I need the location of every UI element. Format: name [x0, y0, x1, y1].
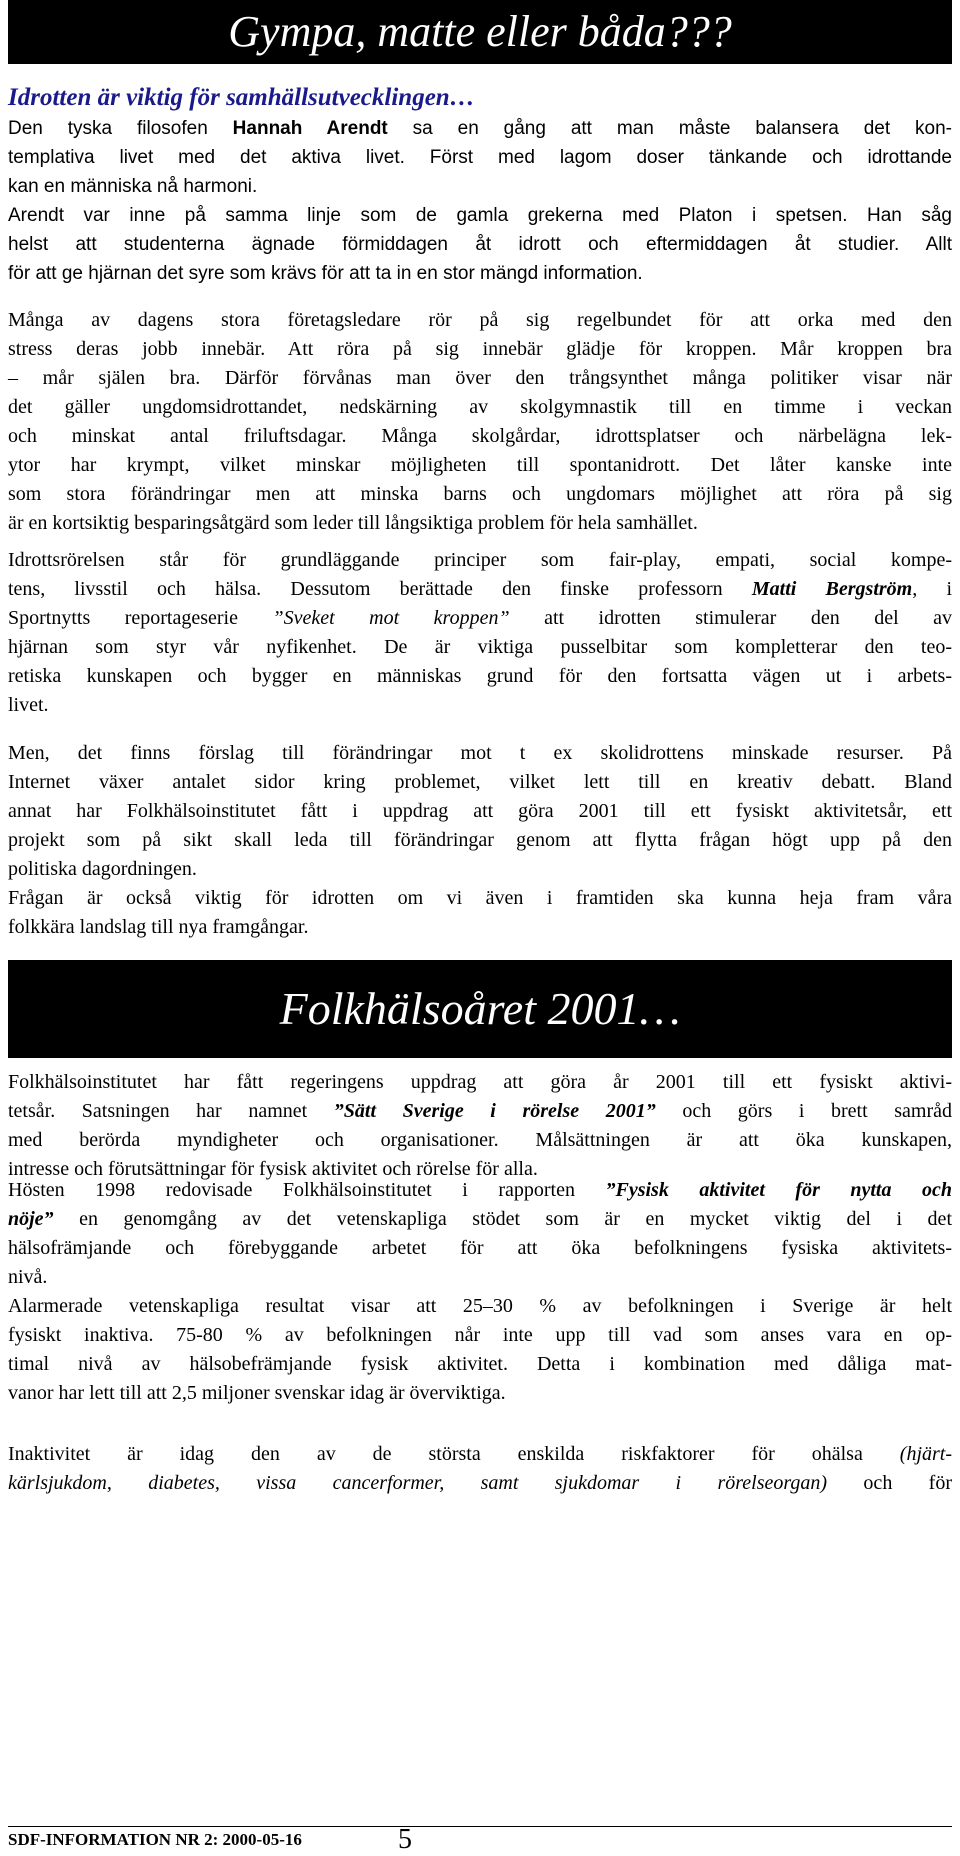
text-line: templativa livet med det aktiva livet. Först med lagom doser tänkande och idrottande — [8, 147, 952, 168]
section-title: Folkhälsoåret 2001… — [8, 960, 952, 1058]
text-line: Arendt var inne på samma linje som de gamla grekerna med Platon i spetsen. Han såg — [8, 205, 952, 226]
text-line: stress deras jobb innebär. Att röra på sig innebär glädje för kroppen. Mår kroppen bra — [8, 338, 952, 360]
text-line: Internet växer antalet sidor kring problemet, vilket lett till en kreativ debatt. Bland — [8, 771, 952, 793]
text-span: en genomgång av det vetenskapliga stödet som är en mycket viktig del i det — [53, 1208, 952, 1230]
paragraph-5 — [8, 1068, 952, 1184]
text-span: att idrotten stimulerar den del av — [509, 607, 952, 629]
text-line — [8, 1205, 952, 1234]
page-title: Gympa, matte eller båda??? — [8, 0, 952, 64]
paragraph-7 — [8, 1440, 952, 1498]
text-line — [8, 604, 952, 633]
text-span: och för — [827, 1472, 952, 1494]
text-line: – mår själen bra. Därför förvånas man över den trångsynthet många politiker visar när — [8, 367, 952, 389]
text-line: vanor har lett till att 2,5 miljoner svenskar idag är överviktiga. — [8, 1382, 506, 1404]
professor-name: Matti Bergström — [751, 578, 913, 600]
text-span: Den tyska filosofen — [8, 118, 233, 139]
paragraph-4 — [8, 739, 952, 942]
text-span: tetsår. Satsningen har namnet — [8, 1100, 334, 1122]
text-line: och minskat antal friluftsdagar. Många skolgårdar, idrottsplatser och närbelägna lek- — [8, 425, 952, 447]
text-line: Men, det finns förslag till förändringar mot t ex skolidrottens minskade resurser. På — [8, 742, 952, 764]
text-line: annat har Folkhälsoinstitutet fått i uppdrag att göra 2001 till ett fysiskt aktivitetsår, ett — [8, 800, 952, 822]
report-title: ”Fysisk aktivitet för nytta och — [605, 1179, 953, 1201]
footer-publication: SDF-INFORMATION NR 2: 2000-05-16 — [8, 1830, 302, 1849]
page-number: 5 — [398, 1824, 412, 1855]
text-line — [8, 1469, 952, 1498]
text-line: Idrottsrörelsen står för grundläggande principer som fair-play, empati, social kompe- — [8, 549, 952, 571]
italic-text: (hjärt- — [899, 1443, 952, 1465]
text-span: , i — [912, 578, 952, 600]
text-line: som stora förändringar men att minska barns och ungdomars möjlighet att röra på sig — [8, 483, 952, 505]
text-line: politiska dagordningen. — [8, 858, 197, 880]
text-span: sa en gång att man måste balansera det kon- — [387, 118, 952, 139]
footer-divider — [8, 1826, 952, 1827]
text-line — [8, 114, 952, 143]
text-span: Inaktivitet är idag den av de största enskilda riskfaktorer för ohälsa — [8, 1443, 900, 1465]
text-line: Frågan är också viktig för idrotten om vi även i framtiden ska kunna heja fram våra — [8, 887, 952, 909]
text-line: retiska kunskapen och bygger en människas grund för den fortsatta vägen ut i arbets- — [8, 665, 952, 687]
text-line: är en kortsiktig besparingsåtgärd som leder till långsiktiga problem för hela samhället. — [8, 512, 698, 534]
paragraph-6 — [8, 1176, 952, 1408]
text-line: projekt som på sikt skall leda till förändringar genom att flytta frågan högt upp på den — [8, 829, 952, 851]
text-line: helst att studenterna ägnade förmiddagen åt idrott och eftermiddagen åt studier. Allt — [8, 234, 952, 255]
text-line: Många av dagens stora företagsledare rör på sig regelbundet för att orka med den — [8, 309, 952, 331]
paragraph-2 — [8, 306, 952, 538]
text-line: intresse och förutsättningar för fysisk aktivitet och rörelse för alla. — [8, 1158, 538, 1180]
text-line — [8, 1176, 952, 1205]
paragraph-3 — [8, 546, 952, 720]
text-span: och görs i brett samråd — [655, 1100, 953, 1122]
section-subheading: Idrotten är viktig för samhällsutvecklingen… — [8, 84, 475, 111]
author-name: Hannah Arendt — [232, 118, 388, 139]
text-line: Folkhälsoinstitutet har fått regeringens uppdrag att göra år 2001 till ett fysiskt aktivi- — [8, 1071, 952, 1093]
text-line — [8, 1440, 952, 1469]
report-title: nöje” — [8, 1208, 54, 1230]
text-line — [8, 1097, 952, 1126]
italic-text: kärlsjukdom, diabetes, vissa cancerformer, samt sjukdomar i rörelseorgan) — [8, 1472, 828, 1494]
series-title: ”Sveket mot kroppen” — [272, 607, 510, 629]
text-line: hälsofrämjande och förebyggande arbetet för att öka befolkningens fysiska aktivitets- — [8, 1237, 952, 1259]
text-span: Hösten 1998 redovisade Folkhälsoinstitutet i rapporten — [8, 1179, 606, 1201]
text-line: nivå. — [8, 1266, 48, 1288]
text-line: ytor har krympt, vilket minskar möjligheten till spontanidrott. Det låter kanske inte — [8, 454, 952, 476]
text-line: fysiskt inaktiva. 75-80 % av befolkningen når inte upp till vad som anses vara en op- — [8, 1324, 952, 1346]
campaign-name: ”Sätt Sverige i rörelse 2001” — [333, 1100, 656, 1122]
intro-paragraph — [8, 114, 952, 288]
text-line: Alarmerade vetenskapliga resultat visar att 25–30 % av befolkningen i Sverige är helt — [8, 1295, 952, 1317]
text-line: med berörda myndigheter och organisationer. Målsättningen är att öka kunskapen, — [8, 1129, 952, 1151]
text-line — [8, 575, 952, 604]
text-span: tens, livsstil och hälsa. Dessutom berättade den finske professorn — [8, 578, 752, 600]
text-line: det gäller ungdomsidrottandet, nedskärning av skolgymnastik till en timme i veckan — [8, 396, 952, 418]
text-line: timal nivå av hälsobefrämjande fysisk aktivitet. Detta i kombination med dåliga mat- — [8, 1353, 952, 1375]
text-line: hjärnan som styr vår nyfikenhet. De är viktiga pusselbitar som kompletterar den teo- — [8, 636, 952, 658]
text-line: folkkära landslag till nya framgångar. — [8, 916, 309, 938]
text-line: livet. — [8, 694, 49, 716]
text-line: för att ge hjärnan det syre som krävs för att ta in en stor mängd information. — [8, 263, 643, 284]
text-span: Sportnytts reportageserie — [8, 607, 273, 629]
text-line: kan en människa nå harmoni. — [8, 176, 258, 197]
